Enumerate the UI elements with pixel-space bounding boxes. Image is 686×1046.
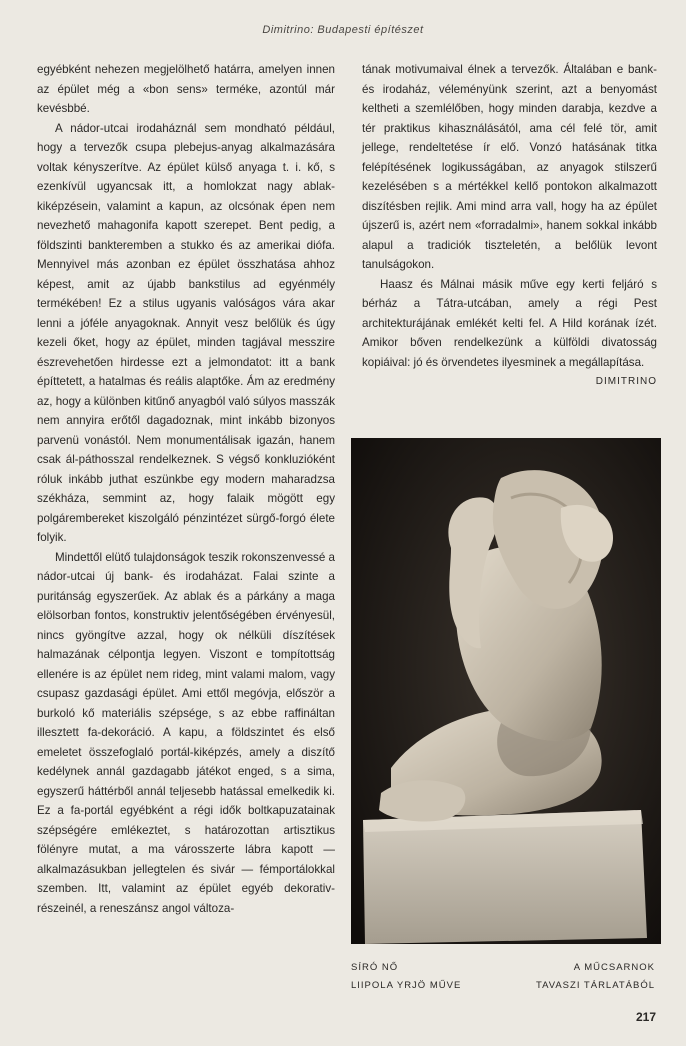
left-paragraph-3: Mindettől elütő tulajdonságok teszik rokonszenvessé a nádor-utcai új bank- és irodaházat. Falai szinte a puritánság egyszerűek. Az ablak és a párkány a maga elölsorban fontos, konstruktiv jelentőségében érvényesül, nincs gyöngítve azzal, hogy ok nélküli díszítések halmazának célpontja legyen. Viszont e tompítottság ellenére is az épület nem rideg, mint valami malom, vagy csupasz gazdasági épület. Ami ettől megóvja, először a burkoló kő materiális szépsége, s az ebbe raffináltan illesztett fa-dekoráció. A kapu, a földszintet és első emeletet összefoglaló portál-kiképzés, amely a diszítő kedélynek annál gazdagabb játékot enged, s a sima, egyszerű háttérből annál teljesebb hatással emelkedik ki. Ez a fa-portál egyébként a régi idők boltkapuzatainak szépségére emlékeztet, s határozottan artisztikus fölényre mutat, a ma városszerte lábra kapott — alkalmazásukban jellegtelen és sivár — fémportálokkal szemben. Itt, valamint az épület egyéb dekorativ-részeinél, a reneszánsz angol változa- [37,550,335,915]
left-paragraph-2: A nádor-utcai irodaháznál sem mondható például, hogy a tervezők csupa plebejus-anyag alkalmazására voltak kényszerítve. Az épület külső anyaga t. i. kő, s ezenkívül ugyancsak itt, a homlokzat nagy ablak-kiképzésein, valamint a kapun, az olcsónak épen nem nevezhető mahagonifa kapott szerepet. Bent pedig, a földszinti bankteremben a stukko és az amerikai diófa. Mennyivel más azonban ez épület összhatása ahhoz képest, amit az újabb bankstilus ad egyénmély termékében! Ez a stilus ugyanis valóságos vára akar lenni a jóféle anyagoknak. Annyit vesz belőlük és úgy kezeli őket, hogy az épület, minden tagjával messzire észrevehetően hirdesse ezt a jelmondatot: itt a bank építtetett, a hatalmas és reális alaptőke. Ám az eredmény az, hogy a különben kitűnő anyagból való súlyos masszák nem annyira erőtől dagadoznak, mint inkább bizonyos parvenü vonástól. Nem monumentálisak igazán, hanem csak ál-páthosszal rendelkeznek. S végső konkluzióként róluk inkább juthat eszünkbe egy modern maharadzsa székháza, semmint az, hogy falaik mögött egy polgárembereket kiszolgáló pénzintézet sürgő-forgó élete folyik. [37,121,335,544]
caption-left [351,959,501,995]
caption-right [505,959,655,995]
page-number: 217 [635,1010,656,1024]
left-column [37,60,335,918]
caption-artist: LIIPOLA YRJÖ MŰVE [351,980,462,991]
right-column [362,60,657,392]
right-paragraph-2: Haasz és Málnai másik műve egy kerti feljáró s bérház a Tátra-utcában, amely a régi Pest architekturájának emlékét kelti fel. A Hild korának ízét. Amikor bőven rendelkezünk a külföldi divatosság kopiáival: jó és örvendetes ilyesminek a megállapítása. [362,277,657,369]
sculpture-photo [351,438,661,944]
sculpture-image [351,438,661,944]
caption-title: SÍRÓ NŐ [351,962,399,973]
right-paragraph-1: tának motivumaival élnek a tervezők. Általában e bank- és irodaház, véleményünk szerint, azt a benyomást keltheti a szemlélőben, hogy minden darabja, kezdve a tér praktikus kihasználásától, ama cél felé tör, amit jellege, rendeltetése ír elő. Vonzó hatásának titka felépítésének logikusságában, az anyagok stilszerű kezelésében s a mértékkel kellő pontokon alkalmazott diszítésben rejlik. Ami mind arra vall, hogy ha az épület újszerű is, azért nem «forradalmi», hanem sokkal inkább alapul a tradiciók tiszteletén, a belőlük levont tanulságokon. [362,63,657,271]
caption-venue: A MŰCSARNOK [573,962,655,973]
author-signature: DIMITRINO [595,376,657,387]
left-paragraph-1: egyébként nehezen megjelölhető határra, amelyen innen az épület még a «bon sens» terméke, azontúl már kevésbbé. [37,63,335,115]
caption-exhibition: TAVASZI TÁRLATÁBÓL [535,980,655,991]
running-head: Dimitrino: Budapesti építészet [262,24,424,36]
